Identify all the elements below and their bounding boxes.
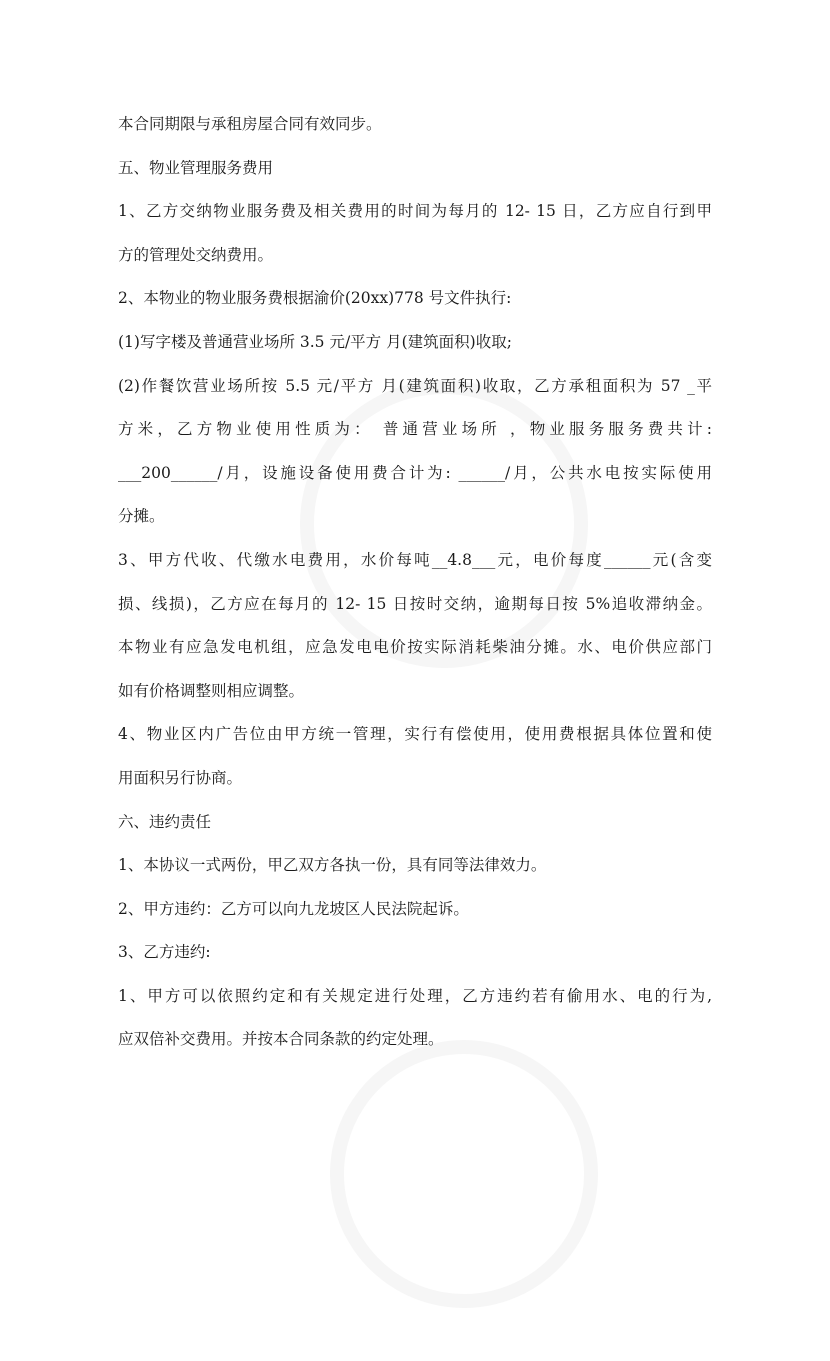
paragraph-line: 如有价格调整则相应调整。	[118, 681, 305, 700]
paragraph-line: 3、甲方代收、代缴水电费用，水价每吨__4.8___元，电价每度______元(含变	[118, 550, 712, 569]
section-heading: 六、违约责任	[118, 812, 212, 831]
paragraph-line: (1)写字楼及普通营业场所 3.5 元/平方 月(建筑面积)收取;	[118, 332, 512, 351]
paragraph-line: 1、本协议一式两份，甲乙双方各执一份，具有同等法律效力。	[118, 856, 547, 875]
paragraph-line: 分摊。	[118, 507, 165, 526]
paragraph-line: 1、乙方交纳物业服务费及相关费用的时间为每月的 12- 15 日，乙方应自行到甲	[118, 202, 712, 221]
paragraph-line: 本合同期限与承租房屋合同有效同步。	[118, 115, 382, 133]
paragraph-line: 应双倍补交费用。并按本合同条款的约定处理。	[118, 1030, 444, 1049]
paragraph-line: 损、线损)，乙方应在每月的 12- 15 日按时交纳，逾期每日按 5%追收滞纳金。	[118, 594, 712, 613]
document-page	[118, 112, 712, 1071]
paragraph-line: 1、甲方可以依照约定和有关规定进行处理，乙方违约若有偷用水、电的行为,	[118, 986, 712, 1005]
paragraph-line: 4、物业区内广告位由甲方统一管理，实行有偿使用，使用费根据具体位置和使	[118, 725, 712, 744]
paragraph-line: 3、乙方违约:	[118, 943, 211, 962]
paragraph-line: ___200______/月，设施设备使用费合计为: ______/月，公共水电按实际使用	[118, 463, 712, 482]
paragraph-line: 用面积另行协商。	[118, 768, 243, 787]
section-heading: 五、物业管理服务费用	[118, 158, 274, 177]
paragraph-line: 方米，乙方物业使用性质为： 普通营业场所 ，物业服务服务费共计:	[118, 420, 712, 439]
paragraph-line: 方的管理处交纳费用。	[118, 245, 274, 264]
paragraph-line: (2)作餐饮营业场所按 5.5 元/平方 月(建筑面积)收取，乙方承租面积为 57 _平	[118, 376, 712, 395]
paragraph-line: 本物业有应急发电机组，应急发电电价按实际消耗柴油分摊。水、电价供应部门	[118, 638, 712, 657]
paragraph-line: 2、甲方违约：乙方可以向九龙坡区人民法院起诉。	[118, 899, 469, 918]
paragraph-line: 2、本物业的物业服务费根据渝价(20xx)778 号文件执行:	[118, 289, 512, 308]
